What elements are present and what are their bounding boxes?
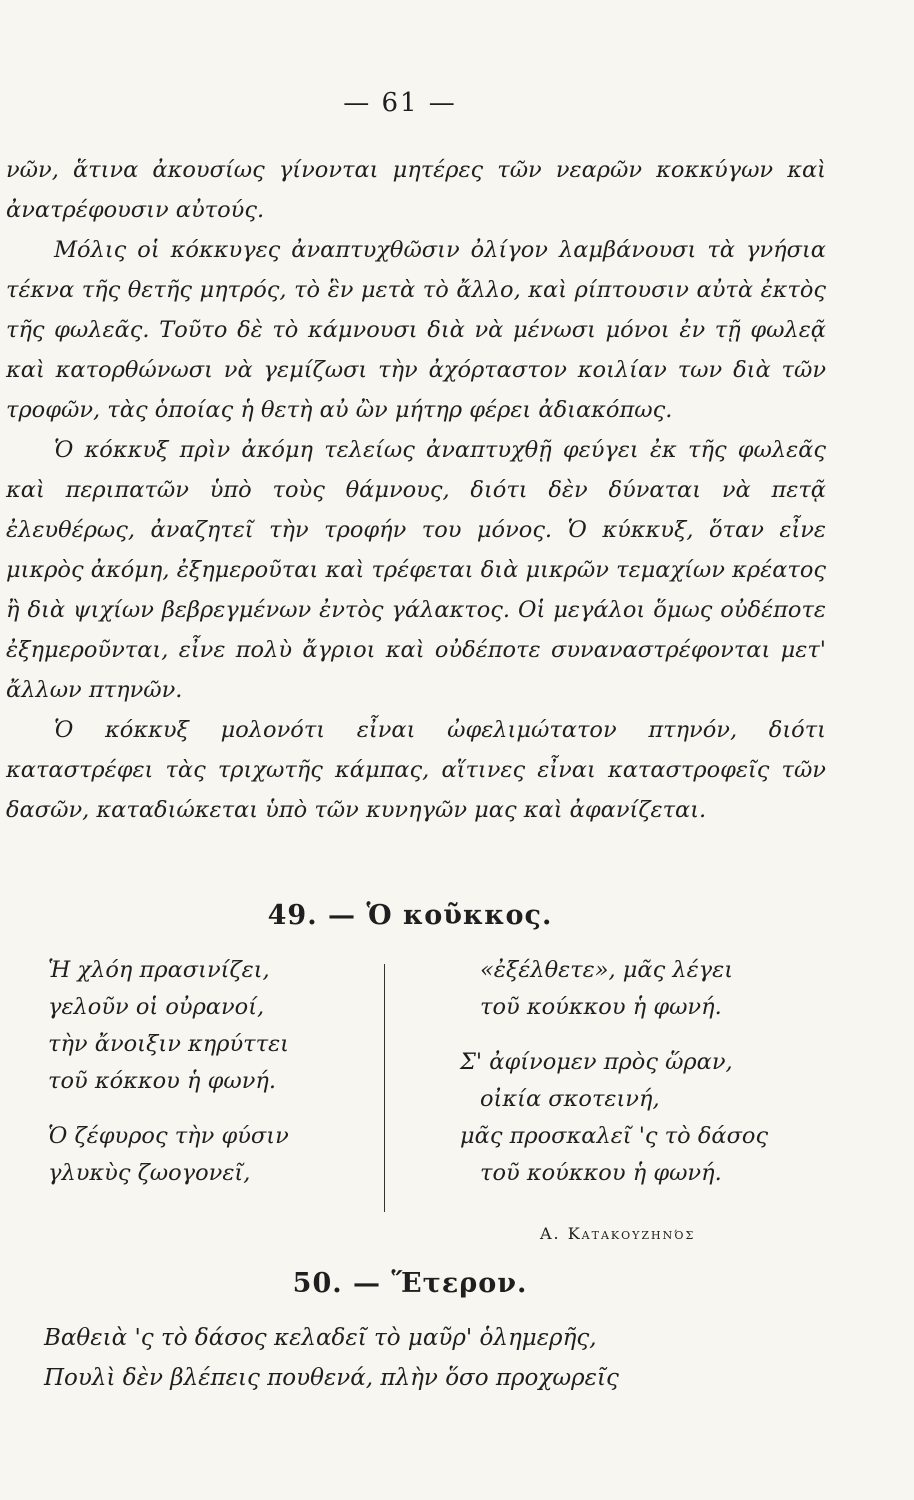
- verse-line: Βαθειὰ 'ς τὸ δάσος κελαδεῖ τὸ μαῦρ' ὁλημερῆς,: [44, 1325, 597, 1351]
- verse-line: Ἡ χλόη πρασινίζει,: [48, 957, 270, 983]
- verse-line: οἰκία σκοτεινή,: [480, 1086, 660, 1112]
- verse-line: τοῦ κούκκου ἡ φωνή.: [480, 1160, 722, 1186]
- paragraph: Ὁ κόκκυξ πρὶν ἀκόμη τελείως ἀναπτυχθῇ φεύγει ἐκ τῆς φωλεᾶς καὶ περιπατῶν ὑπὸ τοὺς θάμνους, διότι δὲν δύναται νὰ πετᾷ ἐλευθέρως, ἀναζητεῖ τὴν τροφήν του μόνος. Ὁ κύκκυξ, ὅταν εἶνε μικρὸς ἀκόμη, ἐξημεροῦται καὶ τρέφεται διὰ μικρῶν τεμαχίων κρέατος ἢ διὰ ψιχίων βεβρεγμένων ἐντὸς γάλακτος. Οἱ μεγάλοι ὅμως οὐδέποτε ἐξημεροῦνται, εἶνε πολὺ ἄγριοι καὶ οὐδέποτε συναναστρέφονται μετ' ἄλλων πτηνῶν.: [6, 437, 826, 703]
- section-50-title: 50. — Ἕτερον.: [292, 1268, 528, 1299]
- poem-right-column: [440, 952, 780, 1192]
- paragraph: Ὁ κόκκυξ μολονότι εἶναι ὠφελιμώτατον πτηνόν, διότι καταστρέφει τὰς τριχωτῆς κάμπας, αἵτινες εἶναι καταστροφεῖς τῶν δασῶν, καταδιώκεται ὑπὸ τῶν κυνηγῶν μας καὶ ἀφανίζεται.: [6, 717, 826, 823]
- section-49-title: 49. — Ὁ κοῦκκος.: [267, 900, 553, 931]
- verse-line: τοῦ κόκκου ἡ φωνή.: [48, 1068, 277, 1094]
- prose-body: [6, 150, 826, 830]
- verse-line: Πουλὶ δὲν βλέπεις πουθενά, πλὴν ὅσο προχωρεῖς: [44, 1365, 619, 1391]
- stanza-gap: [48, 1100, 378, 1118]
- verse-line: γελοῦν οἱ οὐρανοί,: [48, 994, 265, 1020]
- poem-50: [44, 1318, 804, 1398]
- verse-line: γλυκὺς ζωογονεῖ,: [48, 1160, 251, 1186]
- verse-line: τὴν ἄνοιξιν κηρύττει: [48, 1031, 289, 1057]
- stanza-gap: [440, 1026, 780, 1044]
- paragraph: Μόλις οἱ κόκκυγες ἀναπτυχθῶσιν ὀλίγον λαμβάνουσι τὰ γνήσια τέκνα τῆς θετῆς μητρός, τὸ ἓν μετὰ τὸ ἄλλο, καὶ ρίπτουσιν αὐτὰ ἐκτὸς τῆς φωλεᾶς. Τοῦτο δὲ τὸ κάμνουσι διὰ νὰ μένωσι μόνοι ἐν τῇ φωλεᾷ καὶ κατορθώνωσι νὰ γεμίζωσι τὴν ἀχόρταστον κοιλίαν των διὰ τῶν τροφῶν, τὰς ὁποίας ἡ θετὴ αὐ ὢν μήτηρ φέρει ἀδιακόπως.: [6, 237, 826, 423]
- column-divider: [384, 964, 385, 1212]
- verse-line: «ἐξέλθετε», μᾶς λέγει: [480, 957, 734, 983]
- verse-line: μᾶς προσκαλεῖ 'ς τὸ δάσος: [460, 1123, 769, 1149]
- poem-author: Α. Κατακουζηνός: [540, 1224, 696, 1243]
- verse-line: Ὁ ζέφυρος τὴν φύσιν: [48, 1123, 289, 1149]
- verse-line: Σ' ἀφίνομεν πρὸς ὥραν,: [460, 1049, 733, 1075]
- paragraph: νῶν, ἅτινα ἀκουσίως γίνονται μητέρες τῶν νεαρῶν κοκκύγων καὶ ἀνατρέφουσιν αὐτούς.: [6, 157, 826, 223]
- page-number: — 61 —: [343, 88, 457, 118]
- poem-left-column: [48, 952, 378, 1192]
- poem-49: [30, 952, 770, 1222]
- verse-line: τοῦ κούκκου ἡ φωνή.: [480, 994, 722, 1020]
